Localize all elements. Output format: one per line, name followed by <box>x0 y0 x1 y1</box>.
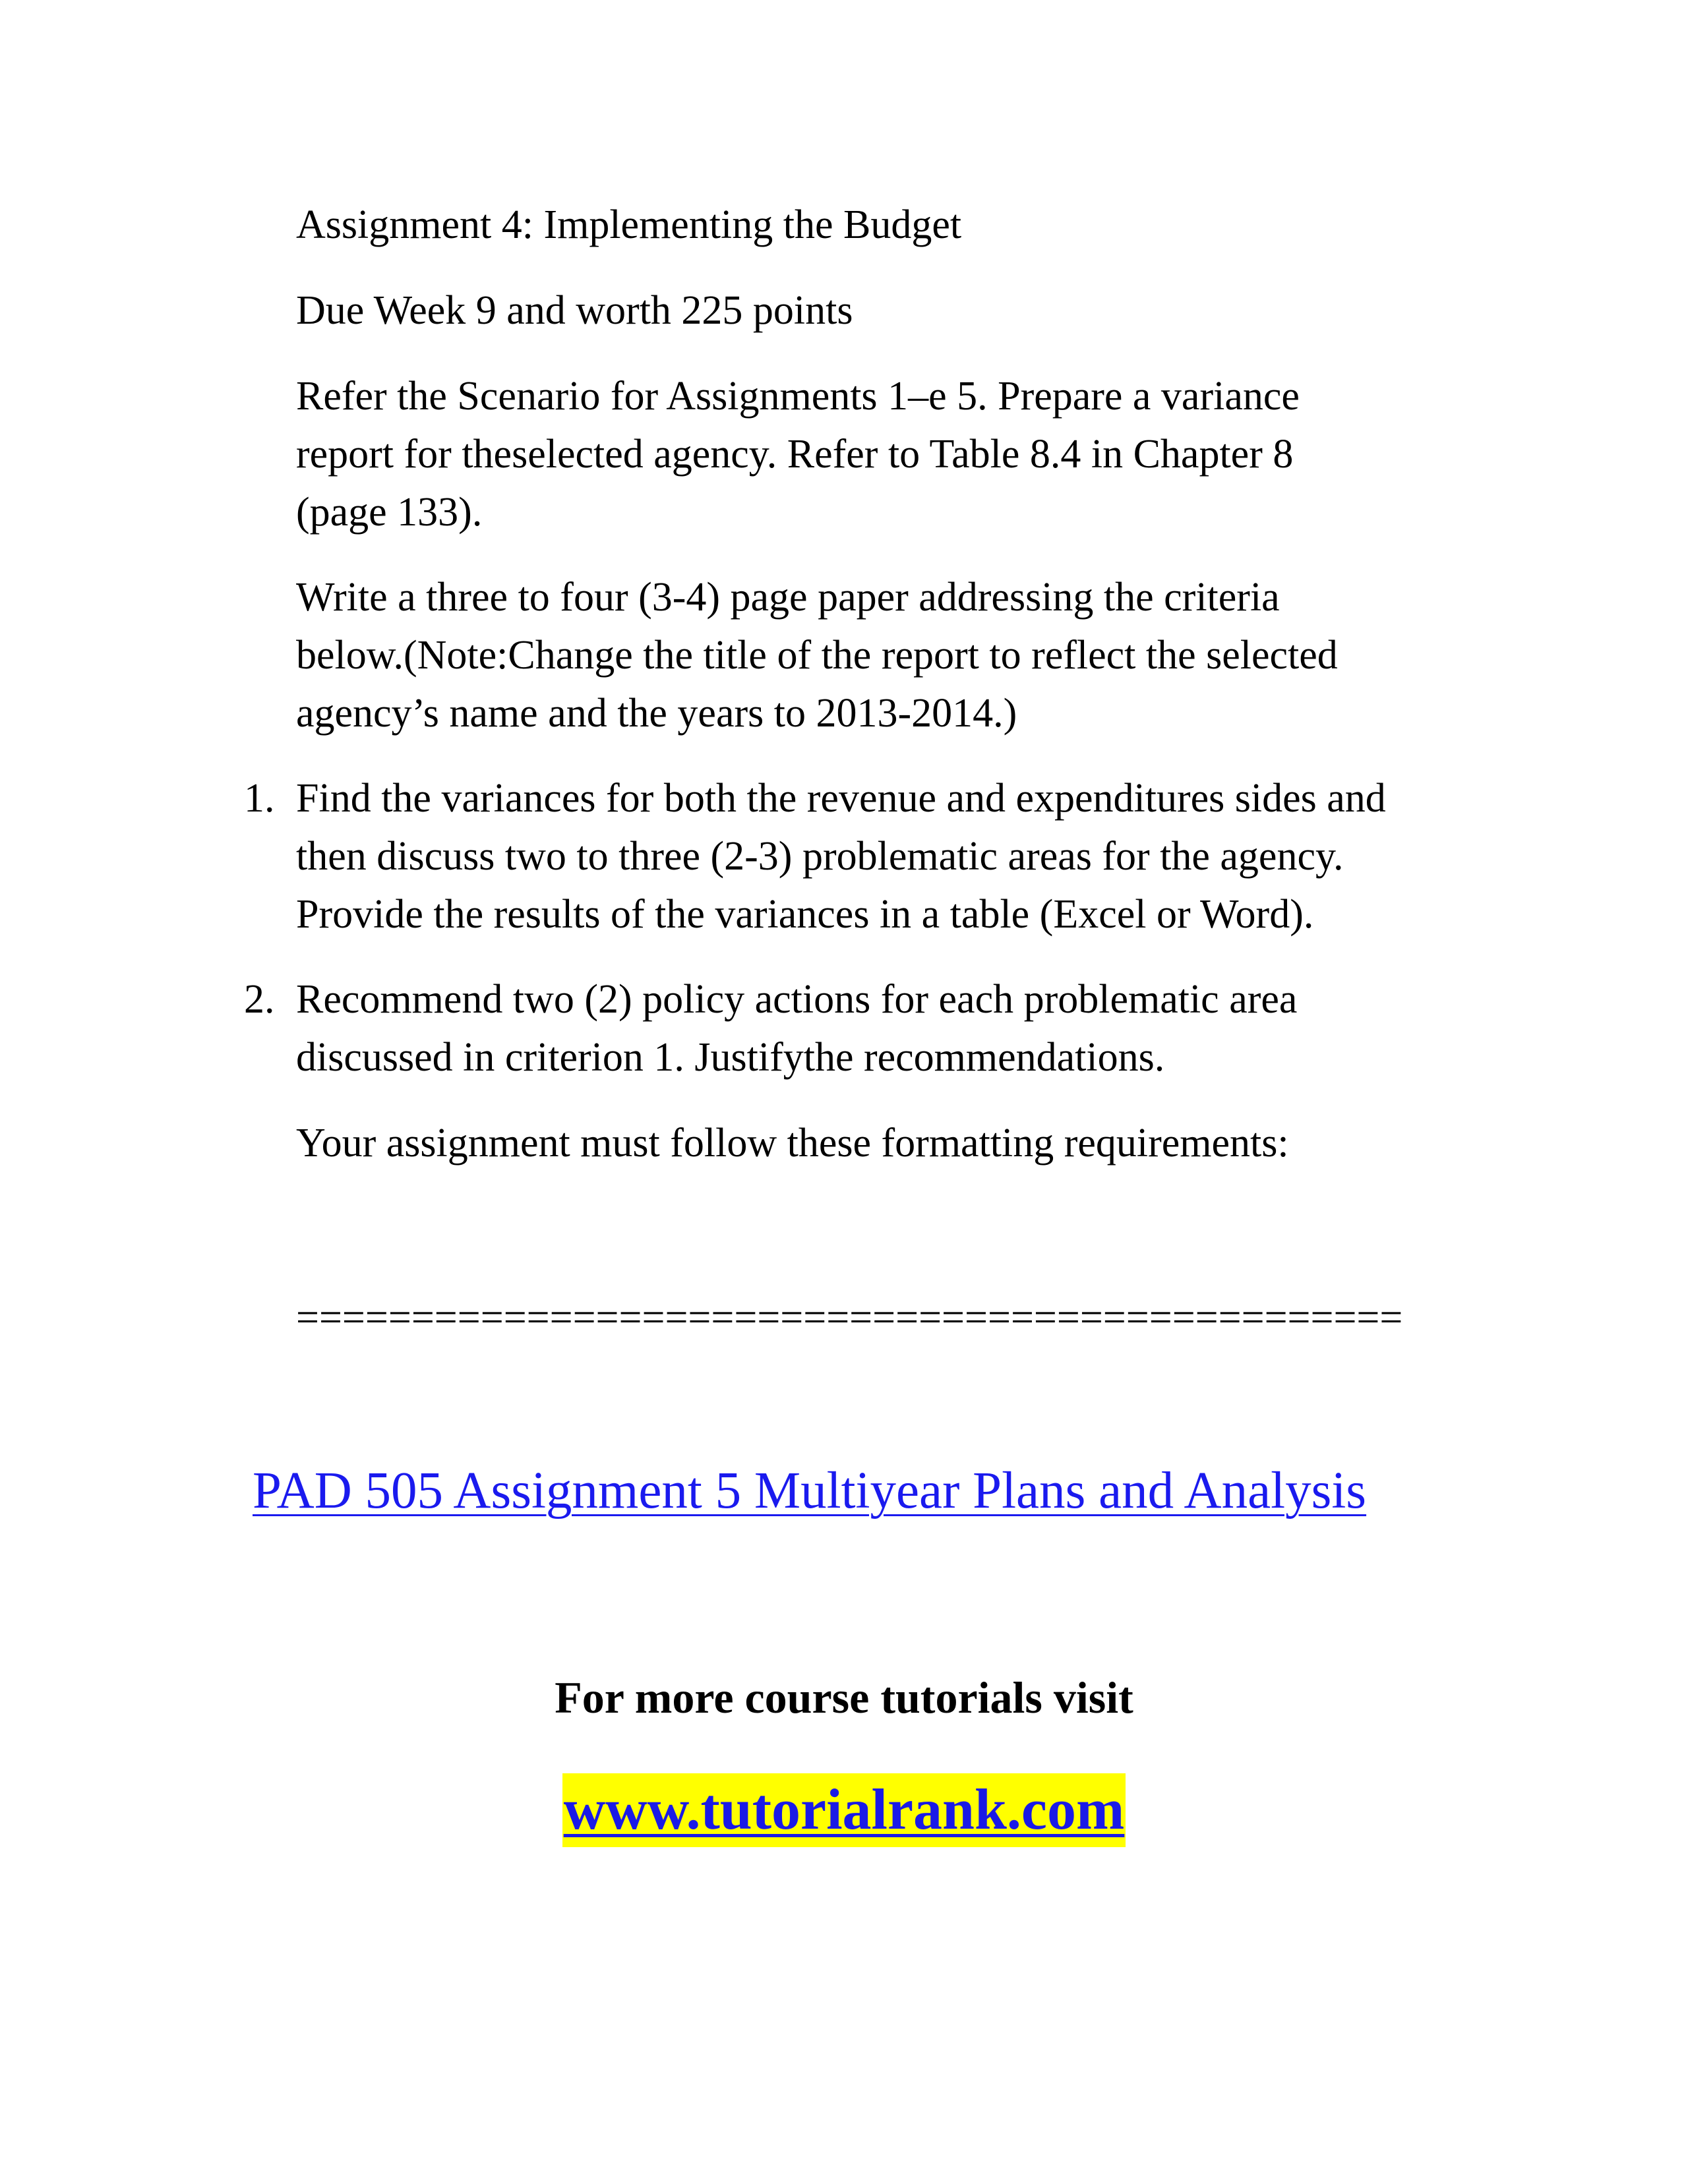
criterion-line: then discuss two to three (2-3) problematic areas for the agency. <box>296 834 1344 879</box>
next-assignment-link[interactable]: PAD 505 Assignment 5 Multiyear Plans and Analysis <box>253 1462 1367 1520</box>
promo-text: For more course tutorials visit <box>555 1672 1133 1723</box>
separator-line: ================================================ <box>296 1295 1403 1340</box>
criterion-body <box>296 769 1386 943</box>
scenario-paragraph <box>296 367 1496 541</box>
instructions-line: agency’s name and the years to 2013-2014.) <box>296 691 1017 736</box>
scenario-line: Refer the Scenario for Assignments 1–e 5. Prepare a variance <box>296 374 1300 419</box>
due-line: Due Week 9 and worth 225 points <box>296 288 853 333</box>
criterion-line: Recommend two (2) policy actions for each problematic area <box>296 977 1298 1022</box>
site-link-wrapper <box>0 1773 1688 1847</box>
criterion-number: 1. <box>244 776 275 821</box>
criterion-line: Find the variances for both the revenue and expenditures sides and <box>296 776 1386 821</box>
scenario-line: report for theselected agency. Refer to Table 8.4 in Chapter 8 <box>296 432 1294 477</box>
criterion-body <box>296 970 1297 1086</box>
formatting-note: Your assignment must follow these formatting requirements: <box>296 1121 1289 1166</box>
instructions-line: below.(Note:Change the title of the report to reflect the selected <box>296 633 1338 678</box>
site-link[interactable]: www.tutorialrank.com <box>562 1773 1126 1847</box>
criterion-line: Provide the results of the variances in a table (Excel or Word). <box>296 892 1314 937</box>
instructions-line: Write a three to four (3-4) page paper addressing the criteria <box>296 575 1280 620</box>
instructions-paragraph <box>296 568 1496 742</box>
criterion-number: 2. <box>244 977 275 1022</box>
assignment-title: Assignment 4: Implementing the Budget <box>296 202 962 247</box>
criterion-line: discussed in criterion 1. Justifythe recommendations. <box>296 1035 1165 1080</box>
scenario-line: (page 133). <box>296 490 483 535</box>
